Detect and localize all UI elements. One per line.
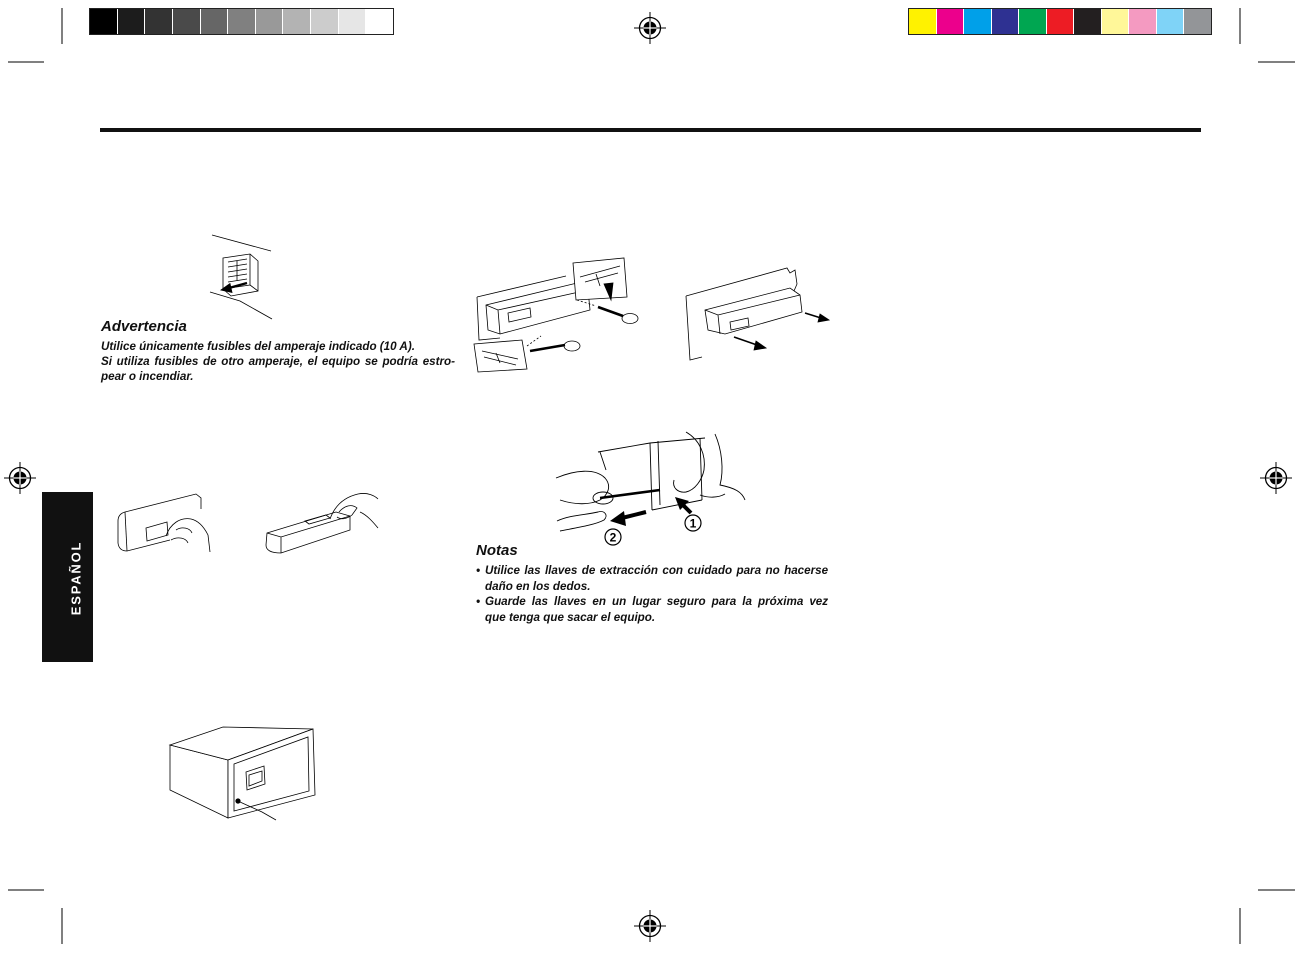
notes-list: [476, 563, 828, 626]
panel-edge-lower: [210, 292, 272, 319]
extraction-key-left: [530, 345, 565, 351]
step-1-label: 1: [689, 516, 697, 531]
note-line: Guarde las llaves en un lugar seguro para la próxima vez: [485, 594, 829, 609]
registration-mark-right: [1260, 462, 1292, 494]
panel-edge-upper: [212, 235, 271, 251]
extraction-key-left-ring: [564, 341, 580, 351]
pull-arrow-right-head: [818, 314, 829, 322]
dashed-guide-bottom: [527, 336, 541, 346]
step-2-label: 2: [609, 530, 617, 545]
extraction-key-right: [598, 307, 623, 316]
extraction-key: [600, 490, 660, 498]
right-hand-icon: [674, 432, 745, 500]
unit-top-edge: [118, 494, 201, 521]
warning-line: pear o incendiar.: [101, 369, 194, 383]
pull-arrow-right-shaft: [805, 313, 821, 318]
hands-removal-illustration: [556, 432, 745, 545]
note-item: [476, 594, 828, 625]
step-2-arrow-shaft: [622, 512, 646, 518]
registration-mark-bottom: [634, 910, 666, 942]
bullet: •: [476, 563, 481, 577]
hand-icon: [166, 519, 210, 552]
step-2-arrow-head: [610, 511, 626, 526]
language-tab: [42, 492, 93, 662]
detail-callout-bottom: [474, 340, 527, 372]
reset-hole: [236, 799, 240, 803]
fuse-illustration: [210, 235, 272, 319]
front-panel-detach-illustration: [118, 494, 210, 552]
detail-callout-top: [573, 258, 627, 300]
pull-arrow-left-head: [754, 341, 766, 350]
unit-box-illustration: [170, 727, 315, 820]
registration-mark-top: [634, 12, 666, 44]
notes-title: Notas: [476, 542, 518, 559]
dashboard-panel-left: [686, 296, 702, 360]
left-hand-icon: [556, 471, 609, 531]
note-line: que tenga que sacar el equipo.: [485, 610, 656, 625]
warning-body: [101, 339, 455, 384]
unit-removal-illustration: [686, 268, 829, 360]
bullet: •: [476, 594, 481, 609]
warning-line: Si utiliza fusibles de otro amperaje, el equipo se podría estro-: [101, 354, 456, 368]
unit-corner-edge: [125, 512, 127, 551]
language-tab-label: ESPAÑOL: [68, 540, 84, 616]
unit-top-edge: [598, 438, 705, 470]
registration-mark-left: [4, 462, 36, 494]
note-item: [476, 563, 828, 594]
pull-arrow-left-shaft: [734, 337, 757, 345]
extraction-key-right-ring: [622, 314, 638, 324]
warning-line: Utilice únicamente fusibles del amperaje indicado (10 A).: [101, 339, 415, 353]
front-panel-body: [266, 512, 350, 553]
front-panel-held-illustration: [266, 493, 378, 553]
note-line: daño en los dedos.: [485, 578, 591, 593]
unit-front: [486, 283, 590, 334]
extraction-keys-illustration: [474, 258, 638, 372]
note-line: Utilice las llaves de extracción con cuidado para no hacerse: [485, 563, 829, 577]
unit-slot: [146, 522, 168, 541]
warning-title: Advertencia: [101, 318, 187, 335]
